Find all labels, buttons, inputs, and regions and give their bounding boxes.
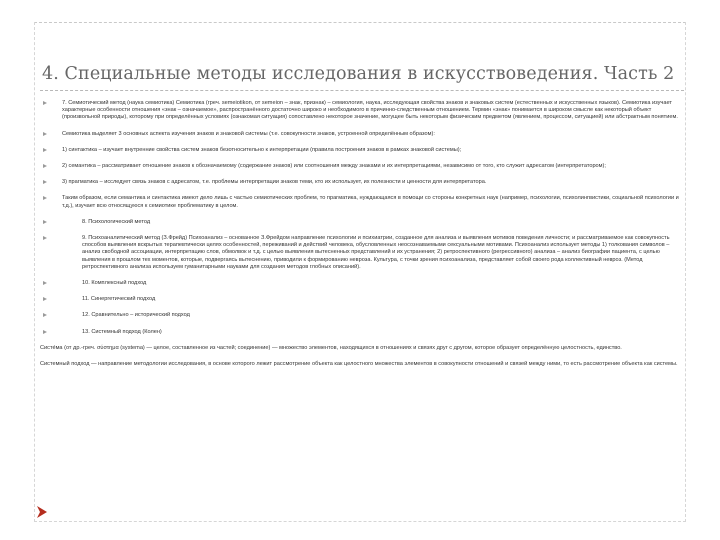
bullet-text: 8. Психологический метод [82, 218, 151, 225]
bullet-text: 2) семантика – рассматривает отношение знаков к обозначаемому (содержание знаков) или соотношения между знаками и их интерпретациями, независимо от того, кто служит адресатом (интерпретатором); [62, 163, 606, 170]
bullet-item [40, 163, 686, 170]
bullet-item [40, 312, 686, 319]
bullet-text: Семиотика выделяет 3 основных аспекта изучения знаков и знаковой системы (т.е. совокупности знаков, устроенной определённым образом): [62, 130, 435, 137]
slide-frame-left [34, 22, 35, 522]
bullet-item [40, 100, 686, 122]
bullet-triangle-icon [43, 236, 47, 240]
title-divider [40, 90, 684, 91]
bullet-triangle-icon [43, 196, 47, 200]
slide-frame-bottom [34, 521, 686, 522]
bullet-triangle-icon [43, 164, 47, 168]
system-definition-paragraph: Систе́ма (от др.-греч. σύστημα (systema) — целое, составленное из частей; соединение) — множество элементов, находящихся в отношениях и связях друг с другом, которое образует определённую целостность, единство. [40, 344, 622, 351]
bullet-triangle-icon [43, 220, 47, 224]
bullet-text: 10. Комплексный подход [82, 280, 147, 287]
bullet-triangle-icon [43, 297, 47, 301]
bullet-triangle-icon [43, 132, 47, 136]
bullet-item [40, 179, 686, 186]
bullet-triangle-icon [43, 101, 47, 105]
slide-content [40, 100, 686, 377]
bullet-triangle-icon [43, 281, 47, 285]
bullet-item [40, 280, 686, 287]
bullet-triangle-icon [43, 148, 47, 152]
bullet-item [40, 147, 686, 154]
bullet-text: 3) прагматика – исследует связь знаков с адресатом, т.е. проблемы интерпретации знаков теми, кто их использует, их полезности и ценности для интерпретатора. [62, 179, 487, 186]
system-approach-paragraph: Системный подход — направление методологии исследования, в основе которого лежит рассмотрение объекта как целостного множества элементов в совокупности отношений и связей между ними, то есть рассмотрение объекта как системы. [40, 361, 678, 368]
bullet-triangle-icon [43, 330, 47, 334]
bullet-text: Таким образом, если семантика и синтактика имеют дело лишь с частью семиотических проблем, то прагматика, нуждающаяся в помощи со стороны конкретных наук (например, психологии, психолингвистики, социальной психологии и т.д.), изучает всю относящуюся к семиотике проблематику в целом. [62, 195, 679, 209]
bullet-text: 7. Семиотический метод (наука семиотика) Семиотика (греч. semeiotikon, от semeion – знак, признак) – семиология, наука, исследующая свойства знаков и знаковых систем (естественных и искусственных языков). Семиотика изучает характерные особенности отношения «знак – означаемое», распространённого достаточно широко и необходимого в причинно-следственным отношением. Термин «знак» понимается в широком смысле как некоторый объект (произвольной природы), которому при определённых условиях (ознакомая ситуация) сопоставлено некоторое значение, могущее быть некоторым физическим предметом (явлением, процессом, ситуацией) или абстрактным понятием. [62, 100, 678, 121]
bullet-item [40, 195, 686, 209]
bullet-item [40, 329, 686, 336]
bullet-triangle-icon [43, 180, 47, 184]
bullet-triangle-icon [43, 313, 47, 317]
bullet-item [40, 219, 686, 226]
bullet-text: 11. Синергетический подход [82, 296, 156, 303]
bullet-item [40, 296, 686, 303]
slide-title: 4. Специальные методы исследования в искусствоведения. Часть 2 [42, 64, 675, 84]
bullet-text: 1) синтактика – изучает внутренние свойства систем знаков безотносительно к интерпретации (правила построения знаков в рамках знаковой системы); [62, 146, 462, 153]
red-arrow-icon[interactable] [36, 505, 48, 519]
slide-frame-top [34, 22, 686, 23]
arrow-chevron-shape [37, 506, 47, 518]
bullet-text: 13. Системный подход (Колен) [82, 328, 162, 335]
bullet-item [40, 235, 686, 271]
bullet-item [40, 131, 686, 138]
bullet-text: 9. Психоаналитический метод (З.Фрейд) Психоанализ – основанное З.Фрейдом направление психологии и психиатрии, созданное для анализа и выявления мотивов поведения личности; и рассматриваемое как совокупность способов выявления вскрытых терапевтически целях особенностей, переживаний и действий человека, обусловленных неосознаваемыми сексуальными мотивами. Психоанализ использует методы 1) толкования символов – анализ свободной ассоциации, интерпретацию слов, обмолвок и т.д. с целью выявления вытесненных представлений и их устранения; 2) ретроспективного (регрессивного) анализа – анализ биографии пациента, с целью выявления в прошлом тех моментов, которые, подвергаясь вытеснению, приводили к формированию невроза. Культура, с точки зрения психоанализа, представляет собой своего рода коллективный невроз. (Метод ретроспективного анализа используем гуманитарными науками для создания методов глобных описаний). [82, 235, 670, 270]
bullet-text: 12. Сравнительно – исторический подход [82, 312, 190, 319]
